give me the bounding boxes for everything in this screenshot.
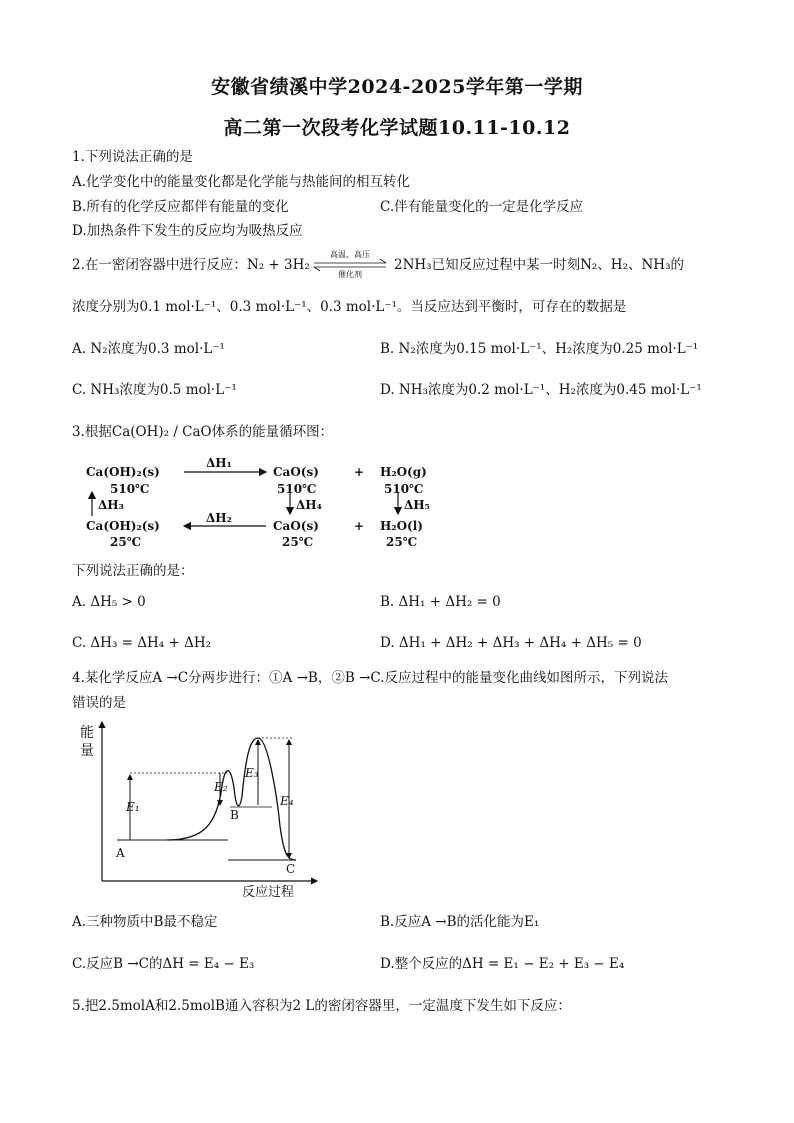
cycle-dh1-label: ΔH₁ bbox=[206, 456, 232, 470]
page-subtitle: 高二第一次段考化学试题10.11-10.12 bbox=[223, 117, 571, 139]
graph-label-c: C bbox=[286, 862, 296, 876]
cycle-bot-right-temp: 25℃ bbox=[386, 535, 418, 549]
cycle-plus-bottom: + bbox=[354, 519, 365, 533]
cycle-dh2-label: ΔH₂ bbox=[206, 511, 232, 525]
energy-profile-graph bbox=[72, 716, 322, 900]
cycle-top-left-temp: 510℃ bbox=[110, 482, 150, 496]
cycle-top-right: H₂O(g) bbox=[380, 465, 427, 479]
q1-option-c: C.伴有能量变化的一定是化学反应 bbox=[380, 199, 584, 215]
cycle-top-left: Ca(OH)₂(s) bbox=[86, 465, 160, 479]
cycle-dh3-label: ΔH₃ bbox=[98, 498, 124, 512]
q2-option-b: B. N₂浓度为0.15 mol·L⁻¹、H₂浓度为0.25 mol·L⁻¹ bbox=[380, 341, 699, 357]
cycle-dh4-label: ΔH₄ bbox=[296, 498, 322, 512]
equilibrium-arrow bbox=[310, 250, 390, 280]
q4-stem-line1: 4.某化学反应A →C分两步进行：①A →B，②B →C.反应过程中的能量变化曲线如图所示，下列说法 bbox=[72, 670, 668, 686]
graph-e1-label: E₁ bbox=[126, 800, 140, 814]
graph-ylabel-2: 量 bbox=[80, 743, 94, 759]
q2-option-c: C. NH₃浓度为0.5 mol·L⁻¹ bbox=[72, 382, 237, 398]
q3-option-d: D. ΔH₁ + ΔH₂ + ΔH₃ + ΔH₄ + ΔH₅ = 0 bbox=[380, 635, 642, 651]
cycle-plus-top: + bbox=[354, 465, 365, 479]
q5-stem: 5.把2.5molA和2.5molB通入容积为2 L的密闭容器里，一定温度下发生如下反应： bbox=[72, 998, 571, 1014]
cycle-bot-left-temp: 25℃ bbox=[110, 535, 142, 549]
q3-option-a: A. ΔH₅ > 0 bbox=[72, 594, 146, 610]
q1-stem: 1.下列说法正确的是 bbox=[72, 149, 193, 165]
q4-stem-line2: 错误的是 bbox=[72, 695, 126, 711]
arrow-bottom-condition: 催化剂 bbox=[338, 270, 362, 279]
q3-stem: 3.根据Ca(OH)₂ / CaO体系的能量循环图： bbox=[72, 424, 334, 440]
q4-option-d: D.整个反应的ΔH = E₁ − E₂ + E₃ − E₄ bbox=[380, 956, 625, 972]
q3-option-b: B. ΔH₁ + ΔH₂ = 0 bbox=[380, 594, 501, 610]
q2-stem-suffix: 2NH₃已知反应过程中某一时刻N₂、H₂、NH₃的 bbox=[394, 257, 684, 273]
q2-option-a: A. N₂浓度为0.3 mol·L⁻¹ bbox=[72, 341, 225, 357]
energy-cycle-diagram bbox=[72, 452, 452, 552]
graph-label-a: A bbox=[116, 846, 125, 860]
q1-option-a: A.化学变化中的能量变化都是化学能与热能间的相互转化 bbox=[72, 174, 411, 190]
q1-option-b: B.所有的化学反应都伴有能量的变化 bbox=[72, 199, 289, 215]
graph-xlabel: 反应过程 bbox=[242, 885, 295, 900]
cycle-top-right-temp: 510℃ bbox=[384, 482, 424, 496]
reaction-curve bbox=[167, 738, 296, 860]
q2-stem-line2: 浓度分别为0.1 mol·L⁻¹、0.3 mol·L⁻¹、0.3 mol·L⁻¹。当反应达到平衡时，可存在的数据是 bbox=[72, 299, 627, 315]
cycle-bot-left: Ca(OH)₂(s) bbox=[86, 519, 160, 533]
cycle-bot-right: H₂O(l) bbox=[380, 519, 423, 533]
cycle-dh5-label: ΔH₅ bbox=[404, 498, 430, 512]
arrow-top-condition: 高温、高压 bbox=[330, 250, 370, 259]
cycle-top-mid: CaO(s) bbox=[273, 465, 319, 479]
q4-option-b: B.反应A →B的活化能为E₁ bbox=[380, 914, 540, 930]
graph-label-b: B bbox=[230, 808, 239, 822]
graph-ylabel-1: 能 bbox=[80, 725, 94, 741]
q2-stem-prefix: 2.在一密闭容器中进行反应：N₂ + 3H₂ bbox=[72, 257, 310, 273]
graph-e4-label: E₄ bbox=[280, 794, 294, 808]
energy-profile-svg bbox=[72, 716, 322, 900]
q1-option-d: D.加热条件下发生的反应均为吸热反应 bbox=[72, 223, 303, 239]
page-title: 安徽省绩溪中学2024-2025学年第一学期 bbox=[211, 76, 583, 98]
q4-option-c: C.反应B →C的ΔH = E₄ − E₃ bbox=[72, 956, 255, 972]
cycle-bot-mid: CaO(s) bbox=[273, 519, 319, 533]
q4-option-a: A.三种物质中B最不稳定 bbox=[72, 914, 218, 930]
q3-option-c: C. ΔH₃ = ΔH₄ + ΔH₂ bbox=[72, 635, 212, 651]
graph-e3-label: E₃ bbox=[245, 766, 259, 780]
q3-lead: 下列说法正确的是： bbox=[72, 563, 194, 579]
graph-e2-label: E₂ bbox=[214, 780, 228, 794]
cycle-top-mid-temp: 510℃ bbox=[277, 482, 317, 496]
q2-option-d: D. NH₃浓度为0.2 mol·L⁻¹、H₂浓度为0.45 mol·L⁻¹ bbox=[380, 382, 702, 398]
cycle-bot-mid-temp: 25℃ bbox=[282, 535, 314, 549]
